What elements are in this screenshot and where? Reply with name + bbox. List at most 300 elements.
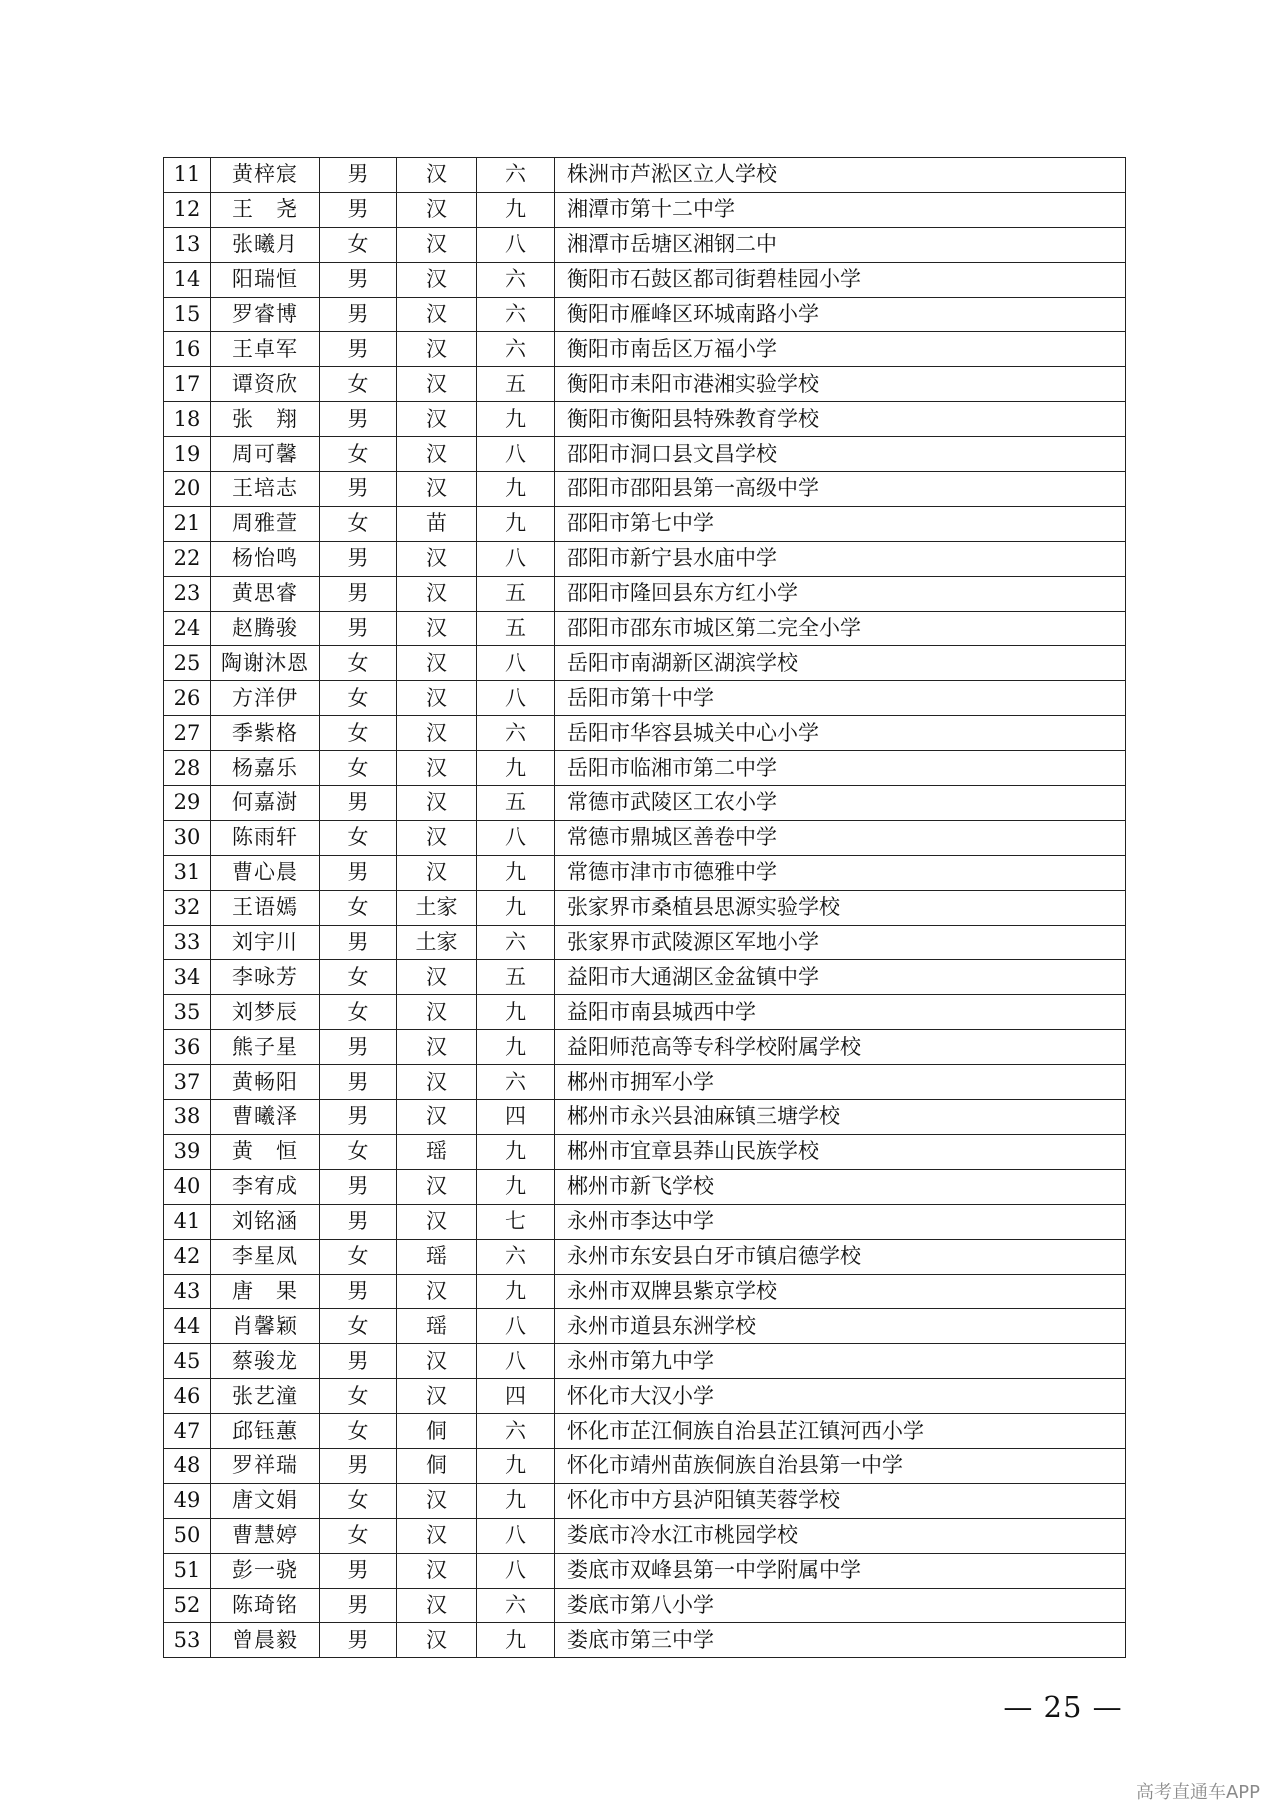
ethnicity-cell: 汉 bbox=[397, 1483, 477, 1518]
grade-cell: 五 bbox=[477, 786, 555, 821]
grade-cell: 八 bbox=[477, 227, 555, 262]
grade-cell: 九 bbox=[477, 995, 555, 1030]
school-cell: 张家界市桑植县思源实验学校 bbox=[555, 890, 1126, 925]
table-row bbox=[164, 367, 1126, 402]
student-name-cell: 赵腾骏 bbox=[211, 611, 320, 646]
row-number-cell: 23 bbox=[164, 576, 211, 611]
student-name-cell: 蔡骏龙 bbox=[211, 1344, 320, 1379]
table-row bbox=[164, 855, 1126, 890]
row-number-cell: 31 bbox=[164, 855, 211, 890]
gender-cell: 女 bbox=[320, 1309, 397, 1344]
student-name-cell: 张 翔 bbox=[211, 402, 320, 437]
grade-cell: 七 bbox=[477, 1204, 555, 1239]
gender-cell: 男 bbox=[320, 332, 397, 367]
row-number-cell: 43 bbox=[164, 1274, 211, 1309]
row-number-cell: 13 bbox=[164, 227, 211, 262]
student-name-cell: 周可馨 bbox=[211, 437, 320, 472]
table-row bbox=[164, 611, 1126, 646]
table-row bbox=[164, 1518, 1126, 1553]
grade-cell: 六 bbox=[477, 1239, 555, 1274]
school-cell: 永州市李达中学 bbox=[555, 1204, 1126, 1239]
gender-cell: 女 bbox=[320, 1239, 397, 1274]
grade-cell: 六 bbox=[477, 262, 555, 297]
grade-cell: 九 bbox=[477, 1169, 555, 1204]
school-cell: 常德市武陵区工农小学 bbox=[555, 786, 1126, 821]
table-row bbox=[164, 158, 1126, 193]
row-number-cell: 52 bbox=[164, 1588, 211, 1623]
ethnicity-cell: 汉 bbox=[397, 611, 477, 646]
school-cell: 邵阳市隆回县东方红小学 bbox=[555, 576, 1126, 611]
row-number-cell: 26 bbox=[164, 681, 211, 716]
grade-cell: 六 bbox=[477, 158, 555, 193]
gender-cell: 女 bbox=[320, 646, 397, 681]
gender-cell: 男 bbox=[320, 1100, 397, 1135]
row-number-cell: 16 bbox=[164, 332, 211, 367]
table-row bbox=[164, 1309, 1126, 1344]
school-cell: 岳阳市华容县城关中心小学 bbox=[555, 716, 1126, 751]
table-row bbox=[164, 437, 1126, 472]
student-name-cell: 邱钰蕙 bbox=[211, 1414, 320, 1449]
grade-cell: 九 bbox=[477, 890, 555, 925]
gender-cell: 男 bbox=[320, 1344, 397, 1379]
school-cell: 永州市第九中学 bbox=[555, 1344, 1126, 1379]
grade-cell: 四 bbox=[477, 1100, 555, 1135]
ethnicity-cell: 侗 bbox=[397, 1414, 477, 1449]
student-name-cell: 黄思睿 bbox=[211, 576, 320, 611]
grade-cell: 五 bbox=[477, 576, 555, 611]
grade-cell: 五 bbox=[477, 960, 555, 995]
table-row bbox=[164, 1134, 1126, 1169]
ethnicity-cell: 土家 bbox=[397, 925, 477, 960]
ethnicity-cell: 苗 bbox=[397, 506, 477, 541]
grade-cell: 六 bbox=[477, 925, 555, 960]
student-name-cell: 阳瑞恒 bbox=[211, 262, 320, 297]
ethnicity-cell: 汉 bbox=[397, 1169, 477, 1204]
table-row bbox=[164, 192, 1126, 227]
grade-cell: 六 bbox=[477, 1414, 555, 1449]
row-number-cell: 42 bbox=[164, 1239, 211, 1274]
school-cell: 邵阳市新宁县水庙中学 bbox=[555, 541, 1126, 576]
student-name-cell: 罗睿博 bbox=[211, 297, 320, 332]
gender-cell: 女 bbox=[320, 227, 397, 262]
ethnicity-cell: 汉 bbox=[397, 541, 477, 576]
ethnicity-cell: 汉 bbox=[397, 1623, 477, 1658]
school-cell: 衡阳市雁峰区环城南路小学 bbox=[555, 297, 1126, 332]
school-cell: 衡阳市石鼓区都司街碧桂园小学 bbox=[555, 262, 1126, 297]
roster-body bbox=[164, 158, 1126, 1658]
gender-cell: 女 bbox=[320, 960, 397, 995]
table-row bbox=[164, 786, 1126, 821]
row-number-cell: 39 bbox=[164, 1134, 211, 1169]
school-cell: 常德市津市市德雅中学 bbox=[555, 855, 1126, 890]
table-row bbox=[164, 890, 1126, 925]
ethnicity-cell: 汉 bbox=[397, 1518, 477, 1553]
school-cell: 益阳市大通湖区金盆镇中学 bbox=[555, 960, 1126, 995]
school-cell: 岳阳市南湖新区湖滨学校 bbox=[555, 646, 1126, 681]
row-number-cell: 25 bbox=[164, 646, 211, 681]
grade-cell: 九 bbox=[477, 1623, 555, 1658]
grade-cell: 八 bbox=[477, 1344, 555, 1379]
gender-cell: 女 bbox=[320, 1134, 397, 1169]
school-cell: 郴州市永兴县油麻镇三塘学校 bbox=[555, 1100, 1126, 1135]
ethnicity-cell: 汉 bbox=[397, 681, 477, 716]
gender-cell: 男 bbox=[320, 192, 397, 227]
school-cell: 永州市双牌县紫京学校 bbox=[555, 1274, 1126, 1309]
grade-cell: 八 bbox=[477, 541, 555, 576]
student-name-cell: 陈雨轩 bbox=[211, 820, 320, 855]
student-name-cell: 唐 果 bbox=[211, 1274, 320, 1309]
row-number-cell: 30 bbox=[164, 820, 211, 855]
gender-cell: 男 bbox=[320, 1448, 397, 1483]
grade-cell: 八 bbox=[477, 1309, 555, 1344]
school-cell: 衡阳市衡阳县特殊教育学校 bbox=[555, 402, 1126, 437]
school-cell: 湘潭市岳塘区湘钢二中 bbox=[555, 227, 1126, 262]
table-row bbox=[164, 1344, 1126, 1379]
student-name-cell: 黄 恒 bbox=[211, 1134, 320, 1169]
school-cell: 怀化市靖州苗族侗族自治县第一中学 bbox=[555, 1448, 1126, 1483]
gender-cell: 女 bbox=[320, 437, 397, 472]
student-name-cell: 张艺潼 bbox=[211, 1379, 320, 1414]
ethnicity-cell: 汉 bbox=[397, 576, 477, 611]
table-row bbox=[164, 332, 1126, 367]
ethnicity-cell: 汉 bbox=[397, 402, 477, 437]
row-number-cell: 20 bbox=[164, 472, 211, 507]
row-number-cell: 21 bbox=[164, 506, 211, 541]
school-cell: 岳阳市临湘市第二中学 bbox=[555, 751, 1126, 786]
row-number-cell: 48 bbox=[164, 1448, 211, 1483]
student-name-cell: 李宥成 bbox=[211, 1169, 320, 1204]
grade-cell: 九 bbox=[477, 1483, 555, 1518]
row-number-cell: 46 bbox=[164, 1379, 211, 1414]
row-number-cell: 28 bbox=[164, 751, 211, 786]
gender-cell: 女 bbox=[320, 820, 397, 855]
ethnicity-cell: 汉 bbox=[397, 995, 477, 1030]
student-name-cell: 王卓军 bbox=[211, 332, 320, 367]
row-number-cell: 22 bbox=[164, 541, 211, 576]
ethnicity-cell: 汉 bbox=[397, 855, 477, 890]
gender-cell: 男 bbox=[320, 297, 397, 332]
grade-cell: 八 bbox=[477, 646, 555, 681]
school-cell: 邵阳市邵东市城区第二完全小学 bbox=[555, 611, 1126, 646]
school-cell: 娄底市第八小学 bbox=[555, 1588, 1126, 1623]
table-row bbox=[164, 1379, 1126, 1414]
gender-cell: 男 bbox=[320, 1274, 397, 1309]
ethnicity-cell: 瑶 bbox=[397, 1309, 477, 1344]
ethnicity-cell: 汉 bbox=[397, 1100, 477, 1135]
row-number-cell: 44 bbox=[164, 1309, 211, 1344]
student-name-cell: 方洋伊 bbox=[211, 681, 320, 716]
gender-cell: 男 bbox=[320, 262, 397, 297]
row-number-cell: 38 bbox=[164, 1100, 211, 1135]
grade-cell: 六 bbox=[477, 1065, 555, 1100]
gender-cell: 男 bbox=[320, 1588, 397, 1623]
student-name-cell: 刘铭涵 bbox=[211, 1204, 320, 1239]
school-cell: 衡阳市耒阳市港湘实验学校 bbox=[555, 367, 1126, 402]
grade-cell: 八 bbox=[477, 1518, 555, 1553]
student-name-cell: 杨怡鸣 bbox=[211, 541, 320, 576]
school-cell: 张家界市武陵源区军地小学 bbox=[555, 925, 1126, 960]
grade-cell: 九 bbox=[477, 192, 555, 227]
gender-cell: 女 bbox=[320, 681, 397, 716]
row-number-cell: 37 bbox=[164, 1065, 211, 1100]
row-number-cell: 53 bbox=[164, 1623, 211, 1658]
student-name-cell: 何嘉澍 bbox=[211, 786, 320, 821]
table-row bbox=[164, 297, 1126, 332]
student-name-cell: 刘宇川 bbox=[211, 925, 320, 960]
row-number-cell: 29 bbox=[164, 786, 211, 821]
gender-cell: 男 bbox=[320, 1169, 397, 1204]
gender-cell: 女 bbox=[320, 890, 397, 925]
table-row bbox=[164, 995, 1126, 1030]
grade-cell: 八 bbox=[477, 681, 555, 716]
student-name-cell: 肖馨颖 bbox=[211, 1309, 320, 1344]
table-row bbox=[164, 925, 1126, 960]
student-name-cell: 周雅萱 bbox=[211, 506, 320, 541]
ethnicity-cell: 汉 bbox=[397, 332, 477, 367]
ethnicity-cell: 汉 bbox=[397, 1588, 477, 1623]
gender-cell: 男 bbox=[320, 576, 397, 611]
table-row bbox=[164, 960, 1126, 995]
school-cell: 郴州市拥军小学 bbox=[555, 1065, 1126, 1100]
gender-cell: 男 bbox=[320, 1204, 397, 1239]
gender-cell: 男 bbox=[320, 402, 397, 437]
school-cell: 怀化市芷江侗族自治县芷江镇河西小学 bbox=[555, 1414, 1126, 1449]
table-row bbox=[164, 1414, 1126, 1449]
school-cell: 娄底市第三中学 bbox=[555, 1623, 1126, 1658]
ethnicity-cell: 汉 bbox=[397, 1344, 477, 1379]
gender-cell: 男 bbox=[320, 541, 397, 576]
grade-cell: 六 bbox=[477, 716, 555, 751]
table-row bbox=[164, 751, 1126, 786]
school-cell: 益阳师范高等专科学校附属学校 bbox=[555, 1030, 1126, 1065]
ethnicity-cell: 汉 bbox=[397, 158, 477, 193]
table-row bbox=[164, 1448, 1126, 1483]
grade-cell: 六 bbox=[477, 297, 555, 332]
school-cell: 郴州市新飞学校 bbox=[555, 1169, 1126, 1204]
ethnicity-cell: 汉 bbox=[397, 437, 477, 472]
grade-cell: 八 bbox=[477, 1553, 555, 1588]
table-row bbox=[164, 1553, 1126, 1588]
table-row bbox=[164, 576, 1126, 611]
row-number-cell: 32 bbox=[164, 890, 211, 925]
school-cell: 邵阳市邵阳县第一高级中学 bbox=[555, 472, 1126, 507]
gender-cell: 男 bbox=[320, 611, 397, 646]
table-row bbox=[164, 402, 1126, 437]
gender-cell: 男 bbox=[320, 472, 397, 507]
school-cell: 娄底市双峰县第一中学附属中学 bbox=[555, 1553, 1126, 1588]
table-row bbox=[164, 1623, 1126, 1658]
student-name-cell: 曹慧婷 bbox=[211, 1518, 320, 1553]
row-number-cell: 36 bbox=[164, 1030, 211, 1065]
ethnicity-cell: 汉 bbox=[397, 262, 477, 297]
row-number-cell: 34 bbox=[164, 960, 211, 995]
ethnicity-cell: 汉 bbox=[397, 751, 477, 786]
student-name-cell: 谭资欣 bbox=[211, 367, 320, 402]
table-row bbox=[164, 1588, 1126, 1623]
row-number-cell: 50 bbox=[164, 1518, 211, 1553]
row-number-cell: 35 bbox=[164, 995, 211, 1030]
gender-cell: 女 bbox=[320, 367, 397, 402]
table-row bbox=[164, 227, 1126, 262]
student-name-cell: 曹心晨 bbox=[211, 855, 320, 890]
grade-cell: 八 bbox=[477, 820, 555, 855]
school-cell: 娄底市冷水江市桃园学校 bbox=[555, 1518, 1126, 1553]
student-name-cell: 陈琦铭 bbox=[211, 1588, 320, 1623]
row-number-cell: 18 bbox=[164, 402, 211, 437]
row-number-cell: 27 bbox=[164, 716, 211, 751]
gender-cell: 女 bbox=[320, 751, 397, 786]
grade-cell: 九 bbox=[477, 506, 555, 541]
table-row bbox=[164, 646, 1126, 681]
gender-cell: 男 bbox=[320, 786, 397, 821]
ethnicity-cell: 汉 bbox=[397, 646, 477, 681]
student-name-cell: 熊子星 bbox=[211, 1030, 320, 1065]
table-row bbox=[164, 820, 1126, 855]
row-number-cell: 19 bbox=[164, 437, 211, 472]
grade-cell: 五 bbox=[477, 611, 555, 646]
grade-cell: 五 bbox=[477, 367, 555, 402]
table-row bbox=[164, 681, 1126, 716]
school-cell: 湘潭市第十二中学 bbox=[555, 192, 1126, 227]
row-number-cell: 11 bbox=[164, 158, 211, 193]
ethnicity-cell: 土家 bbox=[397, 890, 477, 925]
ethnicity-cell: 汉 bbox=[397, 1553, 477, 1588]
school-cell: 郴州市宜章县莽山民族学校 bbox=[555, 1134, 1126, 1169]
school-cell: 岳阳市第十中学 bbox=[555, 681, 1126, 716]
table-row bbox=[164, 1274, 1126, 1309]
gender-cell: 男 bbox=[320, 1065, 397, 1100]
school-cell: 衡阳市南岳区万福小学 bbox=[555, 332, 1126, 367]
gender-cell: 女 bbox=[320, 506, 397, 541]
student-roster-table bbox=[163, 157, 1126, 1658]
student-name-cell: 李星凤 bbox=[211, 1239, 320, 1274]
grade-cell: 九 bbox=[477, 855, 555, 890]
ethnicity-cell: 汉 bbox=[397, 1379, 477, 1414]
grade-cell: 六 bbox=[477, 332, 555, 367]
gender-cell: 男 bbox=[320, 1553, 397, 1588]
grade-cell: 九 bbox=[477, 1274, 555, 1309]
ethnicity-cell: 汉 bbox=[397, 1204, 477, 1239]
row-number-cell: 14 bbox=[164, 262, 211, 297]
student-name-cell: 罗祥瑞 bbox=[211, 1448, 320, 1483]
ethnicity-cell: 汉 bbox=[397, 367, 477, 402]
row-number-cell: 12 bbox=[164, 192, 211, 227]
student-name-cell: 王培志 bbox=[211, 472, 320, 507]
student-name-cell: 彭一骁 bbox=[211, 1553, 320, 1588]
row-number-cell: 24 bbox=[164, 611, 211, 646]
school-cell: 永州市东安县白牙市镇启德学校 bbox=[555, 1239, 1126, 1274]
table-row bbox=[164, 1239, 1126, 1274]
row-number-cell: 49 bbox=[164, 1483, 211, 1518]
table-row bbox=[164, 1483, 1126, 1518]
table-row bbox=[164, 472, 1126, 507]
table-row bbox=[164, 1169, 1126, 1204]
student-name-cell: 黄梓宸 bbox=[211, 158, 320, 193]
app-watermark: 高考直通车APP bbox=[1135, 1782, 1260, 1803]
ethnicity-cell: 汉 bbox=[397, 1274, 477, 1309]
ethnicity-cell: 汉 bbox=[397, 786, 477, 821]
school-cell: 常德市鼎城区善卷中学 bbox=[555, 820, 1126, 855]
ethnicity-cell: 瑶 bbox=[397, 1239, 477, 1274]
table-row bbox=[164, 716, 1126, 751]
row-number-cell: 33 bbox=[164, 925, 211, 960]
gender-cell: 男 bbox=[320, 855, 397, 890]
row-number-cell: 17 bbox=[164, 367, 211, 402]
ethnicity-cell: 汉 bbox=[397, 1030, 477, 1065]
gender-cell: 女 bbox=[320, 1414, 397, 1449]
school-cell: 益阳市南县城西中学 bbox=[555, 995, 1126, 1030]
table-row bbox=[164, 1204, 1126, 1239]
student-name-cell: 王 尧 bbox=[211, 192, 320, 227]
gender-cell: 男 bbox=[320, 925, 397, 960]
gender-cell: 男 bbox=[320, 1623, 397, 1658]
school-cell: 邵阳市第七中学 bbox=[555, 506, 1126, 541]
row-number-cell: 41 bbox=[164, 1204, 211, 1239]
grade-cell: 八 bbox=[477, 437, 555, 472]
row-number-cell: 40 bbox=[164, 1169, 211, 1204]
grade-cell: 九 bbox=[477, 1134, 555, 1169]
grade-cell: 九 bbox=[477, 751, 555, 786]
school-cell: 怀化市大汉小学 bbox=[555, 1379, 1126, 1414]
student-name-cell: 陶谢沐恩 bbox=[211, 646, 320, 681]
ethnicity-cell: 汉 bbox=[397, 716, 477, 751]
student-name-cell: 杨嘉乐 bbox=[211, 751, 320, 786]
gender-cell: 女 bbox=[320, 1483, 397, 1518]
gender-cell: 女 bbox=[320, 1518, 397, 1553]
student-name-cell: 季紫格 bbox=[211, 716, 320, 751]
table-row bbox=[164, 1030, 1126, 1065]
ethnicity-cell: 汉 bbox=[397, 820, 477, 855]
school-cell: 株洲市芦淞区立人学校 bbox=[555, 158, 1126, 193]
grade-cell: 六 bbox=[477, 1588, 555, 1623]
school-cell: 邵阳市洞口县文昌学校 bbox=[555, 437, 1126, 472]
ethnicity-cell: 瑶 bbox=[397, 1134, 477, 1169]
student-name-cell: 曹曦泽 bbox=[211, 1100, 320, 1135]
student-name-cell: 黄畅阳 bbox=[211, 1065, 320, 1100]
grade-cell: 九 bbox=[477, 1448, 555, 1483]
row-number-cell: 15 bbox=[164, 297, 211, 332]
gender-cell: 女 bbox=[320, 1379, 397, 1414]
school-cell: 永州市道县东洲学校 bbox=[555, 1309, 1126, 1344]
gender-cell: 男 bbox=[320, 1030, 397, 1065]
grade-cell: 九 bbox=[477, 1030, 555, 1065]
ethnicity-cell: 汉 bbox=[397, 1065, 477, 1100]
table-row bbox=[164, 262, 1126, 297]
table-row bbox=[164, 541, 1126, 576]
table-row bbox=[164, 1065, 1126, 1100]
row-number-cell: 47 bbox=[164, 1414, 211, 1449]
student-name-cell: 张曦月 bbox=[211, 227, 320, 262]
table-row bbox=[164, 506, 1126, 541]
student-name-cell: 唐文娟 bbox=[211, 1483, 320, 1518]
student-name-cell: 王语嫣 bbox=[211, 890, 320, 925]
row-number-cell: 45 bbox=[164, 1344, 211, 1379]
student-name-cell: 曾晨毅 bbox=[211, 1623, 320, 1658]
grade-cell: 四 bbox=[477, 1379, 555, 1414]
student-name-cell: 李咏芳 bbox=[211, 960, 320, 995]
ethnicity-cell: 汉 bbox=[397, 960, 477, 995]
grade-cell: 九 bbox=[477, 402, 555, 437]
ethnicity-cell: 侗 bbox=[397, 1448, 477, 1483]
ethnicity-cell: 汉 bbox=[397, 227, 477, 262]
page-number: — 25 — bbox=[1003, 1690, 1123, 1724]
gender-cell: 男 bbox=[320, 158, 397, 193]
gender-cell: 女 bbox=[320, 995, 397, 1030]
ethnicity-cell: 汉 bbox=[397, 472, 477, 507]
school-cell: 怀化市中方县泸阳镇芙蓉学校 bbox=[555, 1483, 1126, 1518]
table-row bbox=[164, 1100, 1126, 1135]
gender-cell: 女 bbox=[320, 716, 397, 751]
